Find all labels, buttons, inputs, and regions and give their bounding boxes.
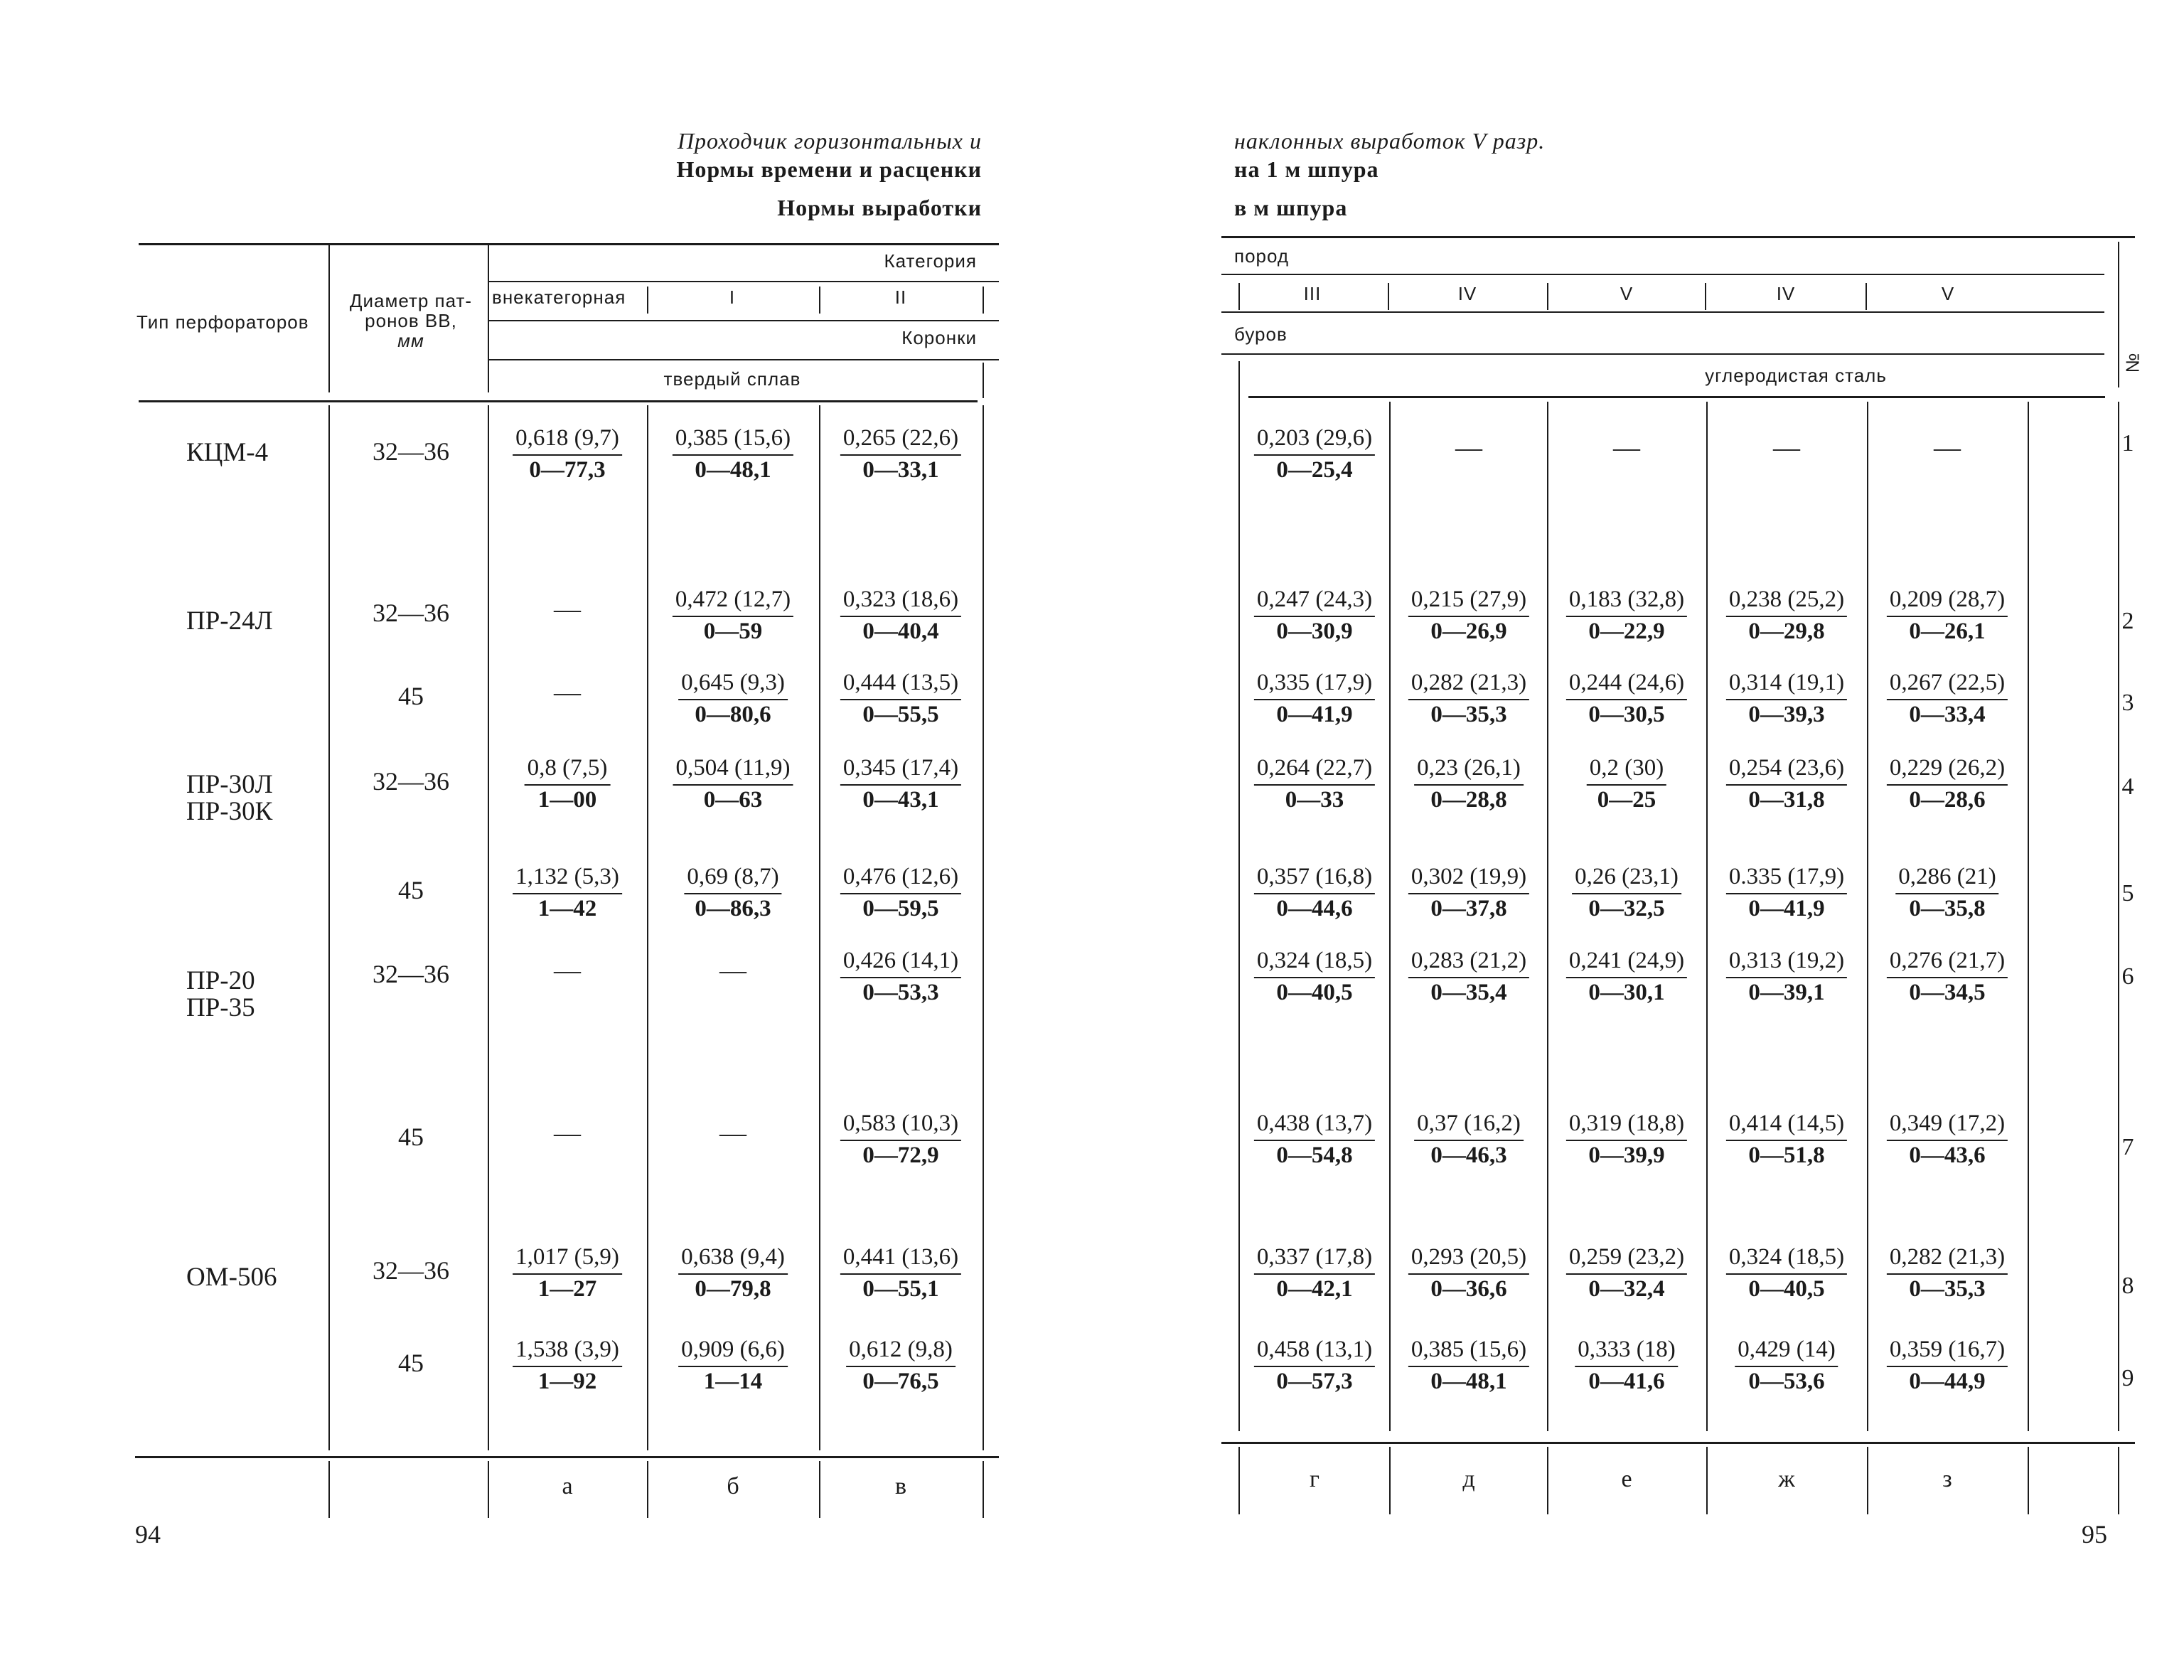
time-norm-value: 0,429 (14) — [1735, 1337, 1838, 1367]
column-letter: е — [1621, 1466, 1632, 1492]
table-cell — [678, 1337, 788, 1395]
diam-col-header-2: ронов ВВ, — [365, 310, 457, 331]
row-number: 6 — [2121, 963, 2134, 990]
table-cell — [1726, 587, 1847, 645]
header-line-1: наклонных выработок V разр. — [1234, 128, 1546, 154]
header-line-1: Проходчик горизонтальных и — [677, 128, 982, 154]
column-letter: г — [1310, 1466, 1320, 1492]
rate-value: 0—41,9 — [1276, 702, 1353, 727]
hard-alloy-header: твердый сплав — [663, 368, 801, 390]
cat-v2-header: V — [1941, 283, 1955, 304]
rate-value: 0—22,9 — [1588, 619, 1665, 644]
rate-value: 1—92 — [537, 1369, 597, 1394]
time-norm-value: 0,638 (9,4) — [678, 1244, 788, 1275]
table-cell — [1566, 670, 1687, 728]
number-sign-header: № — [2121, 353, 2143, 373]
table-cell — [1566, 1244, 1687, 1302]
time-norm-value: 0,323 (18,6) — [840, 587, 961, 617]
time-norm-value: 0,324 (18,5) — [1726, 1244, 1847, 1275]
table-cell — [1887, 670, 2008, 728]
table-cell — [1254, 670, 1375, 728]
time-norm-value: 0,2 (30) — [1587, 755, 1666, 786]
cat-v-header: V — [1620, 283, 1634, 304]
rate-value: 0—53,3 — [862, 980, 939, 1005]
table-cell: — — [719, 1118, 746, 1148]
table-cell — [840, 755, 961, 813]
table-cell — [1575, 1337, 1678, 1395]
time-norm-value: 0,26 (23,1) — [1572, 864, 1681, 894]
perforator-label: ПР-35 — [186, 993, 255, 1022]
table-cell: — — [719, 956, 746, 985]
rate-value: 1—14 — [703, 1369, 763, 1394]
category-header: Категория — [884, 250, 977, 272]
time-norm-value: 0,583 (10,3) — [840, 1111, 961, 1141]
time-norm-value: 0,472 (12,7) — [673, 587, 793, 617]
table-cell — [840, 1244, 961, 1302]
table-cell — [1726, 670, 1847, 728]
table-cell — [513, 425, 622, 483]
table-cell — [1887, 1337, 2008, 1395]
column-letter: д — [1462, 1466, 1475, 1492]
table-cell — [1895, 864, 1998, 922]
rate-value: 0—59 — [703, 619, 763, 644]
time-norm-value: 0,385 (15,6) — [673, 425, 793, 456]
rate-value: 0—53,6 — [1748, 1369, 1825, 1394]
time-norm-value: 0,265 (22,6) — [840, 425, 961, 456]
table-cell — [846, 1337, 956, 1395]
table-cell — [673, 425, 793, 483]
time-norm-value: 0,286 (21) — [1895, 864, 1998, 894]
table-cell — [1254, 425, 1375, 483]
rate-value: 0—32,5 — [1588, 896, 1665, 921]
rate-value: 0—28,6 — [1909, 787, 1986, 813]
rate-value: 0—25,4 — [1276, 457, 1353, 483]
table-cell: — — [1455, 433, 1482, 463]
diameter-value: 32—36 — [373, 1256, 449, 1285]
diameter-value: 32—36 — [373, 960, 449, 988]
cat-i-header: I — [729, 287, 736, 308]
table-cell — [1566, 1111, 1687, 1169]
rate-value: 0—36,6 — [1430, 1276, 1507, 1302]
table-cell — [525, 755, 611, 813]
rate-value: 0—29,8 — [1748, 619, 1825, 644]
rate-value: 0—35,3 — [1430, 702, 1507, 727]
table-cell — [513, 1337, 622, 1395]
table-cell: — — [554, 594, 581, 624]
time-norm-value: 0,283 (21,2) — [1408, 948, 1529, 978]
rate-value: 0—80,6 — [695, 702, 771, 727]
time-norm-value: 0,203 (29,6) — [1254, 425, 1375, 456]
diameter-value: 45 — [398, 1123, 424, 1151]
rate-value: 1—00 — [537, 787, 597, 813]
diam-col-header-1: Диаметр пат- — [349, 290, 473, 311]
column-letter: а — [562, 1473, 573, 1499]
rate-value: 0—40,5 — [1276, 980, 1353, 1005]
table-cell — [1887, 755, 2008, 813]
rate-value: 0—72,9 — [862, 1143, 939, 1168]
cat-iv-header: IV — [1457, 283, 1477, 304]
table-cell — [673, 587, 793, 645]
table-cell: — — [1773, 433, 1800, 463]
time-norm-value: 0,337 (17,8) — [1254, 1244, 1375, 1275]
table-cell: — — [1934, 433, 1961, 463]
row-number: 4 — [2121, 774, 2134, 800]
row-number: 9 — [2121, 1365, 2134, 1391]
row-number: 2 — [2121, 608, 2134, 634]
time-norm-value: 0,244 (24,6) — [1566, 670, 1687, 700]
header-line-2: на 1 м шпура — [1234, 156, 1379, 182]
crowns-header: Коронки — [901, 327, 977, 348]
time-norm-value: 0,349 (17,2) — [1887, 1111, 2008, 1141]
time-norm-value: 0,247 (24,3) — [1254, 587, 1375, 617]
table-cell — [1887, 1244, 2008, 1302]
table-cell — [1408, 670, 1529, 728]
perforator-label: ПР-30К — [186, 797, 273, 826]
rate-value: 0—26,1 — [1909, 619, 1986, 644]
cat-iv2-header: IV — [1776, 283, 1796, 304]
rate-value: 1—27 — [537, 1276, 597, 1302]
table-cell — [1254, 1337, 1375, 1395]
cat-ii-header: II — [894, 287, 907, 308]
time-norm-value: 0,458 (13,1) — [1254, 1337, 1375, 1367]
rate-value: 0—41,9 — [1748, 896, 1825, 921]
rate-value: 0—54,8 — [1276, 1143, 1353, 1168]
table-cell — [1726, 1111, 1847, 1169]
table-cell — [1887, 1111, 2008, 1169]
rate-value: 0—48,1 — [695, 457, 771, 483]
rate-value: 0—28,8 — [1430, 787, 1507, 813]
page-number: 94 — [135, 1520, 161, 1548]
perforator-label: ПР-20 — [186, 966, 255, 995]
table-cell — [1408, 587, 1529, 645]
table-cell — [1408, 948, 1529, 1006]
perforator-label: КЦМ-4 — [186, 438, 269, 467]
diameter-value: 32—36 — [373, 767, 449, 796]
time-norm-value: 0,359 (16,7) — [1887, 1337, 2008, 1367]
diameter-value: 45 — [398, 1349, 424, 1377]
table-cell — [684, 864, 781, 922]
table-cell — [1887, 948, 2008, 1006]
table-cell — [840, 948, 961, 1006]
time-norm-value: 0,264 (22,7) — [1254, 755, 1375, 786]
table-cell: — — [1613, 433, 1640, 463]
time-norm-value: 0,209 (28,7) — [1887, 587, 2008, 617]
time-norm-value: 1,538 (3,9) — [513, 1337, 622, 1367]
table-cell — [673, 755, 793, 813]
table-cell: — — [554, 678, 581, 707]
column-letter: в — [894, 1473, 907, 1499]
header-line-2: Нормы времени и расценки — [676, 156, 982, 182]
carbon-steel-header: углеродистая сталь — [1705, 365, 1887, 386]
rate-value: 0—30,1 — [1588, 980, 1665, 1005]
table-cell — [1887, 587, 2008, 645]
table-cell: — — [554, 956, 581, 985]
time-norm-value: 0,23 (26,1) — [1414, 755, 1524, 786]
time-norm-value: 0,238 (25,2) — [1726, 587, 1847, 617]
rate-value: 0—30,5 — [1588, 702, 1665, 727]
rate-value: 0—44,6 — [1276, 896, 1353, 921]
table-cell — [1254, 864, 1375, 922]
time-norm-value: 0,444 (13,5) — [840, 670, 961, 700]
table-cell — [678, 670, 788, 728]
time-norm-value: 0,319 (18,8) — [1566, 1111, 1687, 1141]
time-norm-value: 0,37 (16,2) — [1414, 1111, 1524, 1141]
table-cell — [840, 587, 961, 645]
time-norm-value: 0,909 (6,6) — [678, 1337, 788, 1367]
table-cell — [1726, 755, 1847, 813]
rate-value: 0—51,8 — [1748, 1143, 1825, 1168]
column-letter: ж — [1778, 1466, 1795, 1492]
table-cell — [1254, 755, 1375, 813]
rate-value: 0—40,5 — [1748, 1276, 1825, 1302]
time-norm-value: 0,324 (18,5) — [1254, 948, 1375, 978]
diameter-value: 45 — [398, 876, 424, 904]
time-norm-value: 0,314 (19,1) — [1726, 670, 1847, 700]
rate-value: 0—42,1 — [1276, 1276, 1353, 1302]
time-norm-value: 0,229 (26,2) — [1887, 755, 2008, 786]
header-line-3: Нормы выработки — [777, 195, 982, 220]
rate-value: 0—30,9 — [1276, 619, 1353, 644]
time-norm-value: 0,385 (15,6) — [1408, 1337, 1529, 1367]
rate-value: 0—79,8 — [695, 1276, 771, 1302]
type-col-header: Тип перфораторов — [136, 311, 309, 333]
column-letter: б — [727, 1473, 739, 1499]
rate-value: 0—37,8 — [1430, 896, 1507, 921]
table-cell — [1254, 948, 1375, 1006]
table-cell — [1254, 1244, 1375, 1302]
page-number: 95 — [2082, 1520, 2107, 1548]
row-number: 3 — [2121, 690, 2134, 716]
rate-value: 0—35,8 — [1909, 896, 1986, 921]
time-norm-value: 0,313 (19,2) — [1726, 948, 1847, 978]
table-cell — [1254, 587, 1375, 645]
rate-value: 0—33,1 — [862, 457, 939, 483]
rate-value: 1—42 — [537, 896, 597, 921]
table-cell — [840, 670, 961, 728]
table-cell — [1566, 587, 1687, 645]
time-norm-value: 0,183 (32,8) — [1566, 587, 1687, 617]
diameter-value: 45 — [398, 682, 424, 710]
row-number: 8 — [2121, 1273, 2134, 1299]
column-letter: з — [1942, 1466, 1952, 1492]
table-cell — [1414, 1111, 1524, 1169]
rate-value: 0—32,4 — [1588, 1276, 1665, 1302]
row-number: 7 — [2121, 1134, 2134, 1160]
table-cell — [840, 864, 961, 922]
rate-value: 0—39,9 — [1588, 1143, 1665, 1168]
table-cell — [513, 1244, 622, 1302]
time-norm-value: 0,282 (21,3) — [1408, 670, 1529, 700]
rate-value: 0—77,3 — [529, 457, 606, 483]
time-norm-value: 1,017 (5,9) — [513, 1244, 622, 1275]
table-cell — [678, 1244, 788, 1302]
time-norm-value: 0,335 (17,9) — [1254, 670, 1375, 700]
time-norm-value: 0,293 (20,5) — [1408, 1244, 1529, 1275]
rate-value: 0—55,5 — [862, 702, 939, 727]
table-cell — [1566, 948, 1687, 1006]
time-norm-value: 0,282 (21,3) — [1887, 1244, 2008, 1275]
right-page — [1092, 0, 2184, 1680]
time-norm-value: 0,215 (27,9) — [1408, 587, 1529, 617]
time-norm-value: 0,254 (23,6) — [1726, 755, 1847, 786]
time-norm-value: 0,441 (13,6) — [840, 1244, 961, 1275]
header-line-3: в м шпура — [1234, 195, 1348, 220]
perforator-label: ПР-24Л — [186, 606, 273, 636]
rate-value: 0—43,6 — [1909, 1143, 1986, 1168]
rate-value: 0—31,8 — [1748, 787, 1825, 813]
diameter-value: 32—36 — [373, 599, 449, 627]
perforator-label: ПР-30Л — [186, 770, 273, 799]
cat-outside-header: внекатегорная — [492, 287, 626, 308]
table-cell — [840, 425, 961, 483]
time-norm-value: 0,645 (9,3) — [678, 670, 788, 700]
time-norm-value: 0,612 (9,8) — [846, 1337, 956, 1367]
rate-value: 0—26,9 — [1430, 619, 1507, 644]
rate-value: 0—57,3 — [1276, 1369, 1353, 1394]
row-number: 1 — [2121, 430, 2134, 456]
time-norm-value: 0,438 (13,7) — [1254, 1111, 1375, 1141]
time-norm-value: 0,8 (7,5) — [525, 755, 611, 786]
time-norm-value: 0,426 (14,1) — [840, 948, 961, 978]
time-norm-value: 0,259 (23,2) — [1566, 1244, 1687, 1275]
time-norm-value: 0,504 (11,9) — [673, 755, 793, 786]
rate-value: 0—33,4 — [1909, 702, 1986, 727]
rate-value: 0—63 — [703, 787, 763, 813]
table-cell — [1414, 755, 1524, 813]
rate-value: 0—55,1 — [862, 1276, 939, 1302]
rate-value: 0—39,1 — [1748, 980, 1825, 1005]
time-norm-value: 0,476 (12,6) — [840, 864, 961, 894]
time-norm-value: 0,276 (21,7) — [1887, 948, 2008, 978]
table-cell — [1726, 1244, 1847, 1302]
diameter-value: 32—36 — [373, 437, 449, 466]
time-norm-value: 0,618 (9,7) — [513, 425, 622, 456]
rate-value: 0—41,6 — [1588, 1369, 1665, 1394]
rate-value: 0—33 — [1285, 787, 1344, 813]
drills-header: буров — [1234, 323, 1288, 345]
rate-value: 0—35,3 — [1909, 1276, 1986, 1302]
rate-value: 0—48,1 — [1430, 1369, 1507, 1394]
table-cell — [1735, 1337, 1838, 1395]
rate-value: 0—39,3 — [1748, 702, 1825, 727]
cat-iii-header: III — [1303, 283, 1322, 304]
table-cell — [1408, 1337, 1529, 1395]
table-cell — [1726, 864, 1847, 922]
time-norm-value: 0,267 (22,5) — [1887, 670, 2008, 700]
time-norm-value: 0,333 (18) — [1575, 1337, 1678, 1367]
rate-value: 0—35,4 — [1430, 980, 1507, 1005]
table-cell: — — [554, 1118, 581, 1148]
time-norm-value: 0,414 (14,5) — [1726, 1111, 1847, 1141]
row-number: 5 — [2121, 880, 2134, 906]
table-cell — [1254, 1111, 1375, 1169]
diam-col-header-3: мм — [397, 330, 424, 351]
rate-value: 0—43,1 — [862, 787, 939, 813]
rate-value: 0—86,3 — [695, 896, 771, 921]
rate-value: 0—40,4 — [862, 619, 939, 644]
table-cell — [1572, 864, 1681, 922]
rate-value: 0—44,9 — [1909, 1369, 1986, 1394]
table-cell — [1408, 1244, 1529, 1302]
perforator-label: ОМ-506 — [186, 1263, 277, 1292]
time-norm-value: 0,302 (19,9) — [1408, 864, 1529, 894]
time-norm-value: 0.335 (17,9) — [1726, 864, 1847, 894]
rocks-header: пород — [1234, 245, 1290, 267]
rate-value: 0—76,5 — [862, 1369, 939, 1394]
rate-value: 0—46,3 — [1430, 1143, 1507, 1168]
time-norm-value: 0,69 (8,7) — [684, 864, 781, 894]
time-norm-value: 0,345 (17,4) — [840, 755, 961, 786]
time-norm-value: 0,241 (24,9) — [1566, 948, 1687, 978]
table-cell — [513, 864, 622, 922]
time-norm-value: 1,132 (5,3) — [513, 864, 622, 894]
rate-value: 0—25 — [1597, 787, 1656, 813]
table-cell — [1408, 864, 1529, 922]
table-cell — [1726, 948, 1847, 1006]
rate-value: 0—59,5 — [862, 896, 939, 921]
time-norm-value: 0,357 (16,8) — [1254, 864, 1375, 894]
table-cell — [840, 1111, 961, 1169]
table-cell — [1587, 755, 1666, 813]
rate-value: 0—34,5 — [1909, 980, 1986, 1005]
